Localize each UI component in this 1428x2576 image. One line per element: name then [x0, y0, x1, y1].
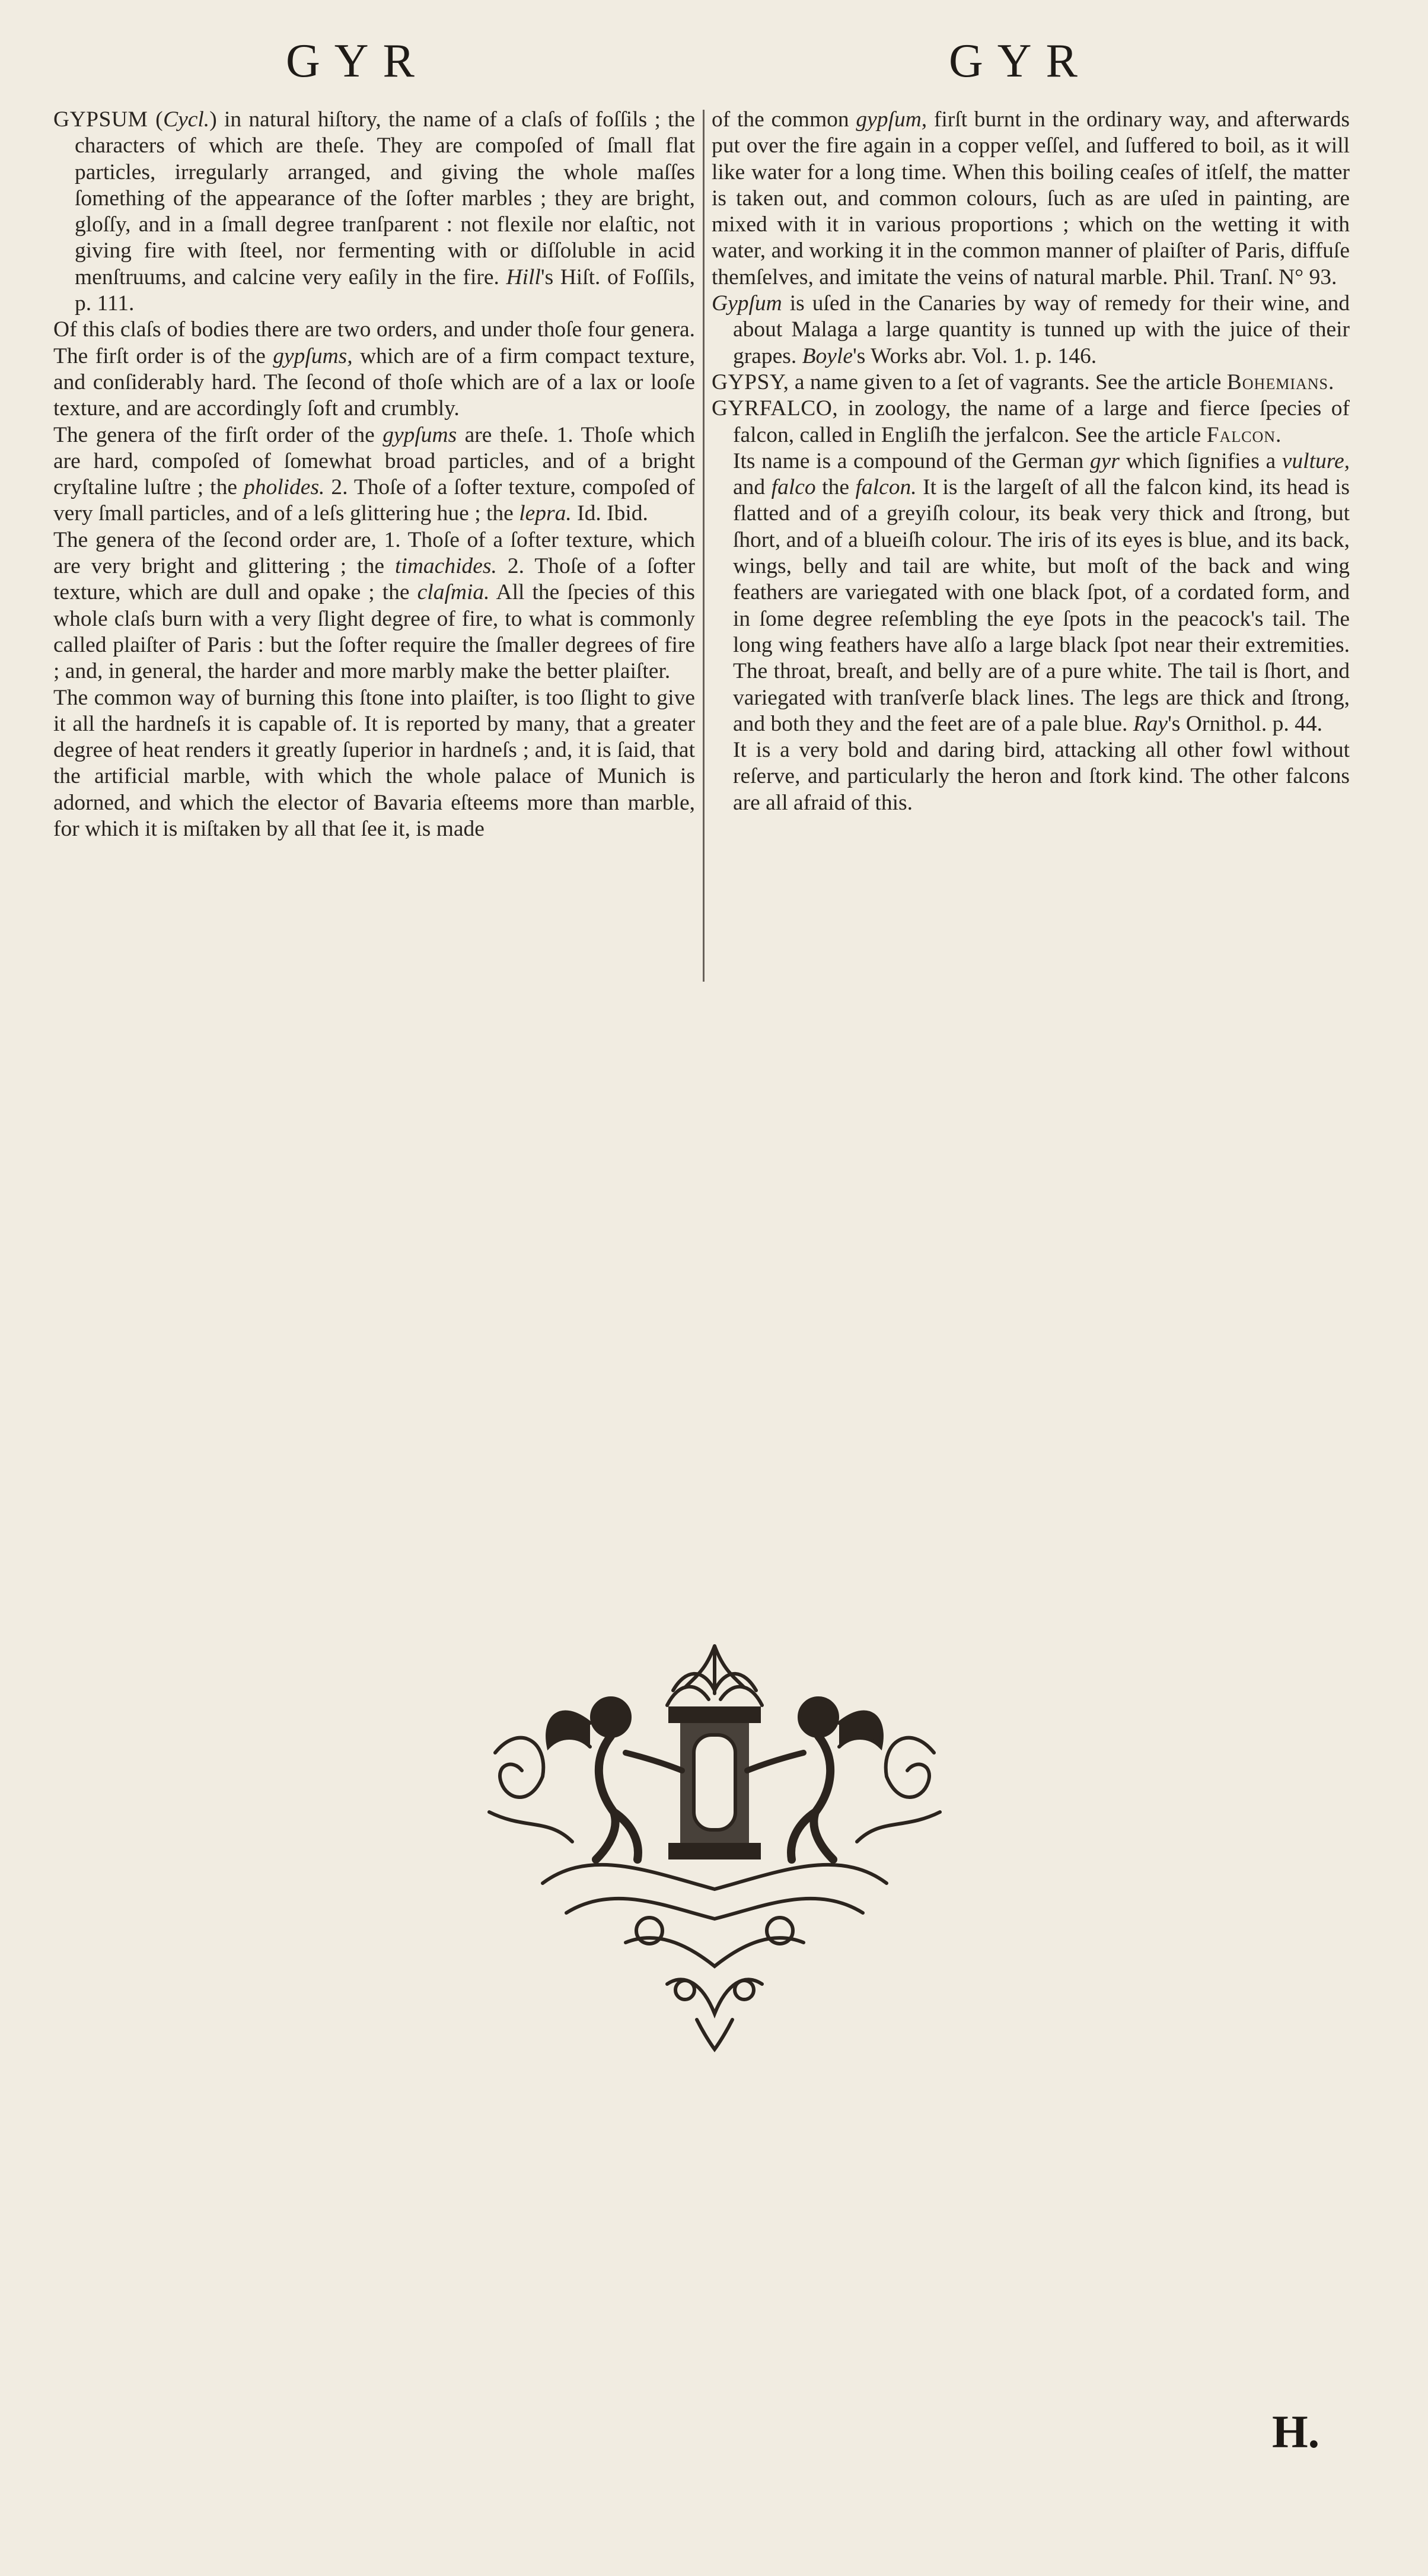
- paragraph: [712, 737, 1350, 816]
- text-run: the: [815, 475, 856, 500]
- text-run: 's Hiſt. of Foſſils, p. 111.: [75, 265, 695, 316]
- catchword: H.: [1272, 2406, 1320, 2457]
- text-run: lepra.: [519, 501, 572, 526]
- text-run: Bohemians.: [1226, 370, 1335, 394]
- text-run: Ray: [1133, 711, 1168, 736]
- paragraph: [53, 107, 695, 317]
- paragraph: [712, 370, 1350, 396]
- text-run: All the ſpecies of this whole claſs burn with a very ſlight degree of fire, to what is commonly called plaiſter of Paris : but the ſofter require the ſmaller degrees of fire ; and, in general, the harder and more marbly make the better plaiſter.: [53, 580, 695, 684]
- paragraph: [53, 527, 695, 685]
- right-text-column: [712, 107, 1350, 816]
- text-run: are theſe. 1. Thoſe which are hard, compoſed of ſomewhat broad particles, and of a bright cryſtaline luſtre ; the: [53, 422, 695, 500]
- paragraph: [53, 317, 695, 422]
- text-run: Hill: [506, 265, 541, 289]
- text-run: gypſums: [383, 422, 457, 447]
- text-run: Its name is a compound of the German: [733, 448, 1090, 473]
- text-run: timachides.: [395, 554, 497, 579]
- text-run: of the common: [712, 107, 856, 132]
- headword: GYRFALCO,: [712, 396, 839, 421]
- text-run: claſmia.: [417, 580, 490, 605]
- text-run: a name given to a ſet of vagrants. See the article: [789, 370, 1227, 394]
- text-run: gyr: [1089, 448, 1120, 473]
- text-run: It is the largeſt of all the falcon kind, its head is flatted and of a greyiſh colour, its beak very thick and ſtrong, but ſhort, and of a blueiſh colour. The iris of its eyes is blue, and its back, wings, belly and tail are white, but moſt of the back and wing feathers are variegated with one black ſpot, of a cordated form, and in ſome degree reſembling the eye ſpots in the peacock's tail. The long wing feathers have alſo a large black ſpot near their extremities. The throat, breaſt, and belly are of a pure white. The tail is ſhort, and variegated with tranſverſe black lines. The legs are thick and ſtrong, and both they and the feet are of a pale blue.: [733, 475, 1350, 736]
- paragraph: [712, 396, 1350, 448]
- headword: GYPSY,: [712, 370, 789, 394]
- text-run: Of this claſs of bodies there are two orders, and under thoſe four genera. The firſt order is of the: [53, 317, 695, 368]
- text-run: gypſum,: [856, 107, 927, 132]
- text-run: Cycl.: [163, 107, 210, 132]
- text-run: pholides.: [243, 475, 325, 500]
- headword: GYPSUM (: [53, 107, 164, 132]
- paragraph: [712, 107, 1350, 291]
- text-run: Gypſum: [712, 291, 782, 316]
- paragraph: [712, 291, 1350, 370]
- left-text-column: [53, 107, 695, 842]
- text-run: in zoology, the name of a large and fierce ſpecies of falcon, called in Engliſh the jerfalcon. See the article: [733, 396, 1350, 447]
- cherub-urn-vignette-icon: [471, 1634, 958, 2061]
- text-run: which ſignifies a: [1119, 448, 1282, 473]
- text-run: The genera of the firſt order of the: [53, 422, 383, 447]
- text-run: 's Ornithol. p. 44.: [1168, 711, 1322, 736]
- text-run: and: [733, 475, 772, 500]
- text-run: is uſed in the Canaries by way of remedy for their wine, and about Malaga a large quantity is tunned up with the juice of their grapes.: [733, 291, 1350, 368]
- column-divider-rule: [703, 110, 705, 982]
- paragraph: [712, 448, 1350, 737]
- paragraph: [53, 685, 695, 843]
- text-run: The common way of burning this ſtone into plaiſter, is too ſlight to give it all the hardneſs it is capable of. It is reported by many, that a greater degree of heat renders it greatly ſuperior in hardneſs ; and, it is ſaid, that the artificial marble, with which the whole palace of Munich is adorned, and which the elector of Bavaria eſteems more than marble, for which it is miſtaken by all that ſee it, is made: [53, 685, 695, 842]
- text-run: Id. Ibid.: [571, 501, 648, 526]
- text-run: 2. Thoſe of a ſofter texture, which are dull and opake ; the: [53, 554, 695, 605]
- text-run: 's Works abr. Vol. 1. p. 146.: [853, 343, 1097, 368]
- text-run: gypſums,: [273, 343, 353, 368]
- text-run: The genera of the ſecond order are, 1. Thoſe of a ſofter texture, which are very bright and glittering ; the: [53, 527, 695, 579]
- text-run: falco: [771, 475, 816, 500]
- text-run: 2. Thoſe of a ſofter texture, compoſed of very ſmall particles, and of a leſs glittering hue ; the: [53, 475, 696, 526]
- text-run: falcon.: [855, 475, 917, 500]
- paragraph: [53, 422, 695, 527]
- running-head-left: GYR: [286, 35, 429, 87]
- text-run: firſt burnt in the ordinary way, and afterwards put over the fire again in a copper veſſel, and ſuffered to boil, as it will like water for a long time. When this boiling ceaſes of itſelf, the matter is taken out, and common colours, ſuch as are uſed in painting, are mixed with it in various proportions ; which on the wetting it with water, and working it in the common manner of plaiſter of Paris, diffuſe themſelves, and imitate the veins of natural marble. Phil. Tranſ. N° 93.: [712, 107, 1350, 289]
- text-run: Falcon.: [1206, 422, 1282, 447]
- text-run: vulture,: [1282, 448, 1350, 473]
- running-head-right: GYR: [949, 35, 1092, 87]
- text-run: ) in natural hiſtory, the name of a claſs of foſſils ; the characters of which are theſe. They are compoſed of ſmall flat particles, irregularly arranged, and giving the whole maſſes ſomething of the appearance of the ſofter marbles ; they are bright, gloſſy, and in a ſmall degree tranſparent : not flexile nor elaſtic, not giving fire with ſteel, nor fermenting with or diſſoluble in acid menſtruums, and calcine very eaſily in the fire.: [75, 107, 695, 289]
- text-run: which are of a firm compact texture, and conſiderably hard. The ſecond of thoſe which are of a lax or looſe texture, and are accordingly ſoft and crumbly.: [53, 343, 696, 421]
- text-run: Boyle: [802, 343, 853, 368]
- text-run: It is a very bold and daring bird, attacking all other fowl without reſerve, and particularly the heron and ſtork kind. The other falcons are all afraid of this.: [733, 738, 1350, 815]
